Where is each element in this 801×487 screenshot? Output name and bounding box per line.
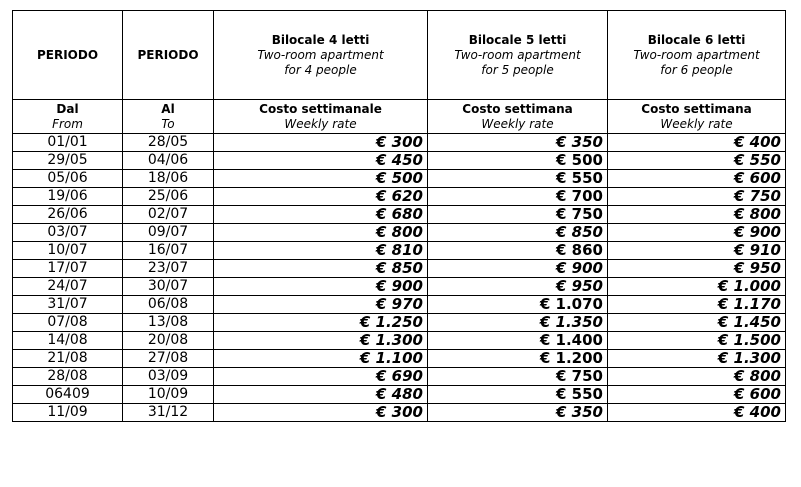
table-row bbox=[13, 152, 786, 170]
price-4: € 850 bbox=[214, 260, 428, 278]
to-unit-header: Al To bbox=[123, 100, 214, 134]
apartment-6-header bbox=[608, 11, 786, 100]
from-date: 01/01 bbox=[13, 134, 123, 152]
price-4: € 680 bbox=[214, 206, 428, 224]
price-5: € 850 bbox=[428, 224, 608, 242]
from-date: 24/07 bbox=[13, 278, 123, 296]
price-4: € 620 bbox=[214, 188, 428, 206]
price-6: € 910 bbox=[608, 242, 786, 260]
period-to-header: PERIODO bbox=[123, 11, 214, 100]
price-5: € 750 bbox=[428, 368, 608, 386]
table-row bbox=[13, 260, 786, 278]
to-date: 04/06 bbox=[123, 152, 214, 170]
rates-body bbox=[13, 134, 786, 422]
table-row bbox=[13, 404, 786, 422]
apartment-6-desc-line2: for 6 people bbox=[660, 63, 733, 77]
price-5: € 750 bbox=[428, 206, 608, 224]
rates-table bbox=[12, 10, 786, 422]
table-row bbox=[13, 278, 786, 296]
price-4: € 300 bbox=[214, 134, 428, 152]
price-6: € 1.000 bbox=[608, 278, 786, 296]
price-5: € 1.200 bbox=[428, 350, 608, 368]
apartment-4-header bbox=[214, 11, 428, 100]
price-4: € 480 bbox=[214, 386, 428, 404]
price-6: € 750 bbox=[608, 188, 786, 206]
rate-4-unit-header: Costo settimanale Weekly rate bbox=[214, 100, 428, 134]
price-4: € 900 bbox=[214, 278, 428, 296]
price-5: € 860 bbox=[428, 242, 608, 260]
from-date: 31/07 bbox=[13, 296, 123, 314]
to-date: 31/12 bbox=[123, 404, 214, 422]
to-date: 28/05 bbox=[123, 134, 214, 152]
price-6: € 1.170 bbox=[608, 296, 786, 314]
rate-6-unit-header: Costo settimana Weekly rate bbox=[608, 100, 786, 134]
from-date: 14/08 bbox=[13, 332, 123, 350]
apartment-5-desc-line2: for 5 people bbox=[481, 63, 554, 77]
table-row bbox=[13, 170, 786, 188]
price-5: € 1.070 bbox=[428, 296, 608, 314]
from-date: 28/08 bbox=[13, 368, 123, 386]
header-row bbox=[13, 11, 786, 100]
price-5: € 550 bbox=[428, 386, 608, 404]
from-date: 07/08 bbox=[13, 314, 123, 332]
units-row bbox=[13, 100, 786, 134]
price-6: € 1.450 bbox=[608, 314, 786, 332]
price-5: € 950 bbox=[428, 278, 608, 296]
price-4: € 500 bbox=[214, 170, 428, 188]
price-4: € 800 bbox=[214, 224, 428, 242]
table-row bbox=[13, 224, 786, 242]
price-5: € 1.350 bbox=[428, 314, 608, 332]
from-date: 06409 bbox=[13, 386, 123, 404]
table-row bbox=[13, 188, 786, 206]
table-row bbox=[13, 206, 786, 224]
price-6: € 400 bbox=[608, 404, 786, 422]
table-row bbox=[13, 242, 786, 260]
price-6: € 800 bbox=[608, 206, 786, 224]
from-date: 10/07 bbox=[13, 242, 123, 260]
from-date: 21/08 bbox=[13, 350, 123, 368]
apartment-5-title: Bilocale 5 letti bbox=[468, 33, 567, 47]
from-date: 11/09 bbox=[13, 404, 123, 422]
from-date: 05/06 bbox=[13, 170, 123, 188]
price-4: € 810 bbox=[214, 242, 428, 260]
price-6: € 1.500 bbox=[608, 332, 786, 350]
price-4: € 300 bbox=[214, 404, 428, 422]
table-row bbox=[13, 332, 786, 350]
table-row bbox=[13, 350, 786, 368]
price-6: € 900 bbox=[608, 224, 786, 242]
to-date: 23/07 bbox=[123, 260, 214, 278]
apartment-4-desc-line2: for 4 people bbox=[284, 63, 357, 77]
table-row bbox=[13, 386, 786, 404]
to-date: 02/07 bbox=[123, 206, 214, 224]
price-4: € 1.100 bbox=[214, 350, 428, 368]
apartment-4-desc-line1: Two-room apartment bbox=[257, 48, 384, 62]
price-6: € 800 bbox=[608, 368, 786, 386]
to-date: 18/06 bbox=[123, 170, 214, 188]
price-4: € 690 bbox=[214, 368, 428, 386]
apartment-5-desc-line1: Two-room apartment bbox=[454, 48, 581, 62]
price-5: € 900 bbox=[428, 260, 608, 278]
price-6: € 1.300 bbox=[608, 350, 786, 368]
price-4: € 450 bbox=[214, 152, 428, 170]
to-date: 27/08 bbox=[123, 350, 214, 368]
apartment-6-title: Bilocale 6 letti bbox=[647, 33, 746, 47]
rate-5-unit-header: Costo settimana Weekly rate bbox=[428, 100, 608, 134]
price-4: € 1.300 bbox=[214, 332, 428, 350]
to-date: 13/08 bbox=[123, 314, 214, 332]
from-date: 17/07 bbox=[13, 260, 123, 278]
from-unit-header: Dal From bbox=[13, 100, 123, 134]
price-6: € 600 bbox=[608, 170, 786, 188]
period-from-header: PERIODO bbox=[13, 11, 123, 100]
to-date: 30/07 bbox=[123, 278, 214, 296]
from-date: 29/05 bbox=[13, 152, 123, 170]
price-5: € 700 bbox=[428, 188, 608, 206]
apartment-6-desc-line1: Two-room apartment bbox=[633, 48, 760, 62]
apartment-4-title: Bilocale 4 letti bbox=[271, 33, 370, 47]
table-row bbox=[13, 296, 786, 314]
to-date: 25/06 bbox=[123, 188, 214, 206]
price-6: € 400 bbox=[608, 134, 786, 152]
table-row bbox=[13, 134, 786, 152]
price-5: € 350 bbox=[428, 134, 608, 152]
table-row bbox=[13, 314, 786, 332]
price-4: € 1.250 bbox=[214, 314, 428, 332]
to-date: 10/09 bbox=[123, 386, 214, 404]
to-date: 16/07 bbox=[123, 242, 214, 260]
price-5: € 350 bbox=[428, 404, 608, 422]
from-date: 03/07 bbox=[13, 224, 123, 242]
price-6: € 600 bbox=[608, 386, 786, 404]
to-date: 06/08 bbox=[123, 296, 214, 314]
table-row bbox=[13, 368, 786, 386]
to-date: 20/08 bbox=[123, 332, 214, 350]
price-5: € 500 bbox=[428, 152, 608, 170]
price-5: € 550 bbox=[428, 170, 608, 188]
from-date: 19/06 bbox=[13, 188, 123, 206]
price-4: € 970 bbox=[214, 296, 428, 314]
to-date: 09/07 bbox=[123, 224, 214, 242]
price-6: € 950 bbox=[608, 260, 786, 278]
from-date: 26/06 bbox=[13, 206, 123, 224]
to-date: 03/09 bbox=[123, 368, 214, 386]
price-6: € 550 bbox=[608, 152, 786, 170]
price-5: € 1.400 bbox=[428, 332, 608, 350]
apartment-5-header bbox=[428, 11, 608, 100]
